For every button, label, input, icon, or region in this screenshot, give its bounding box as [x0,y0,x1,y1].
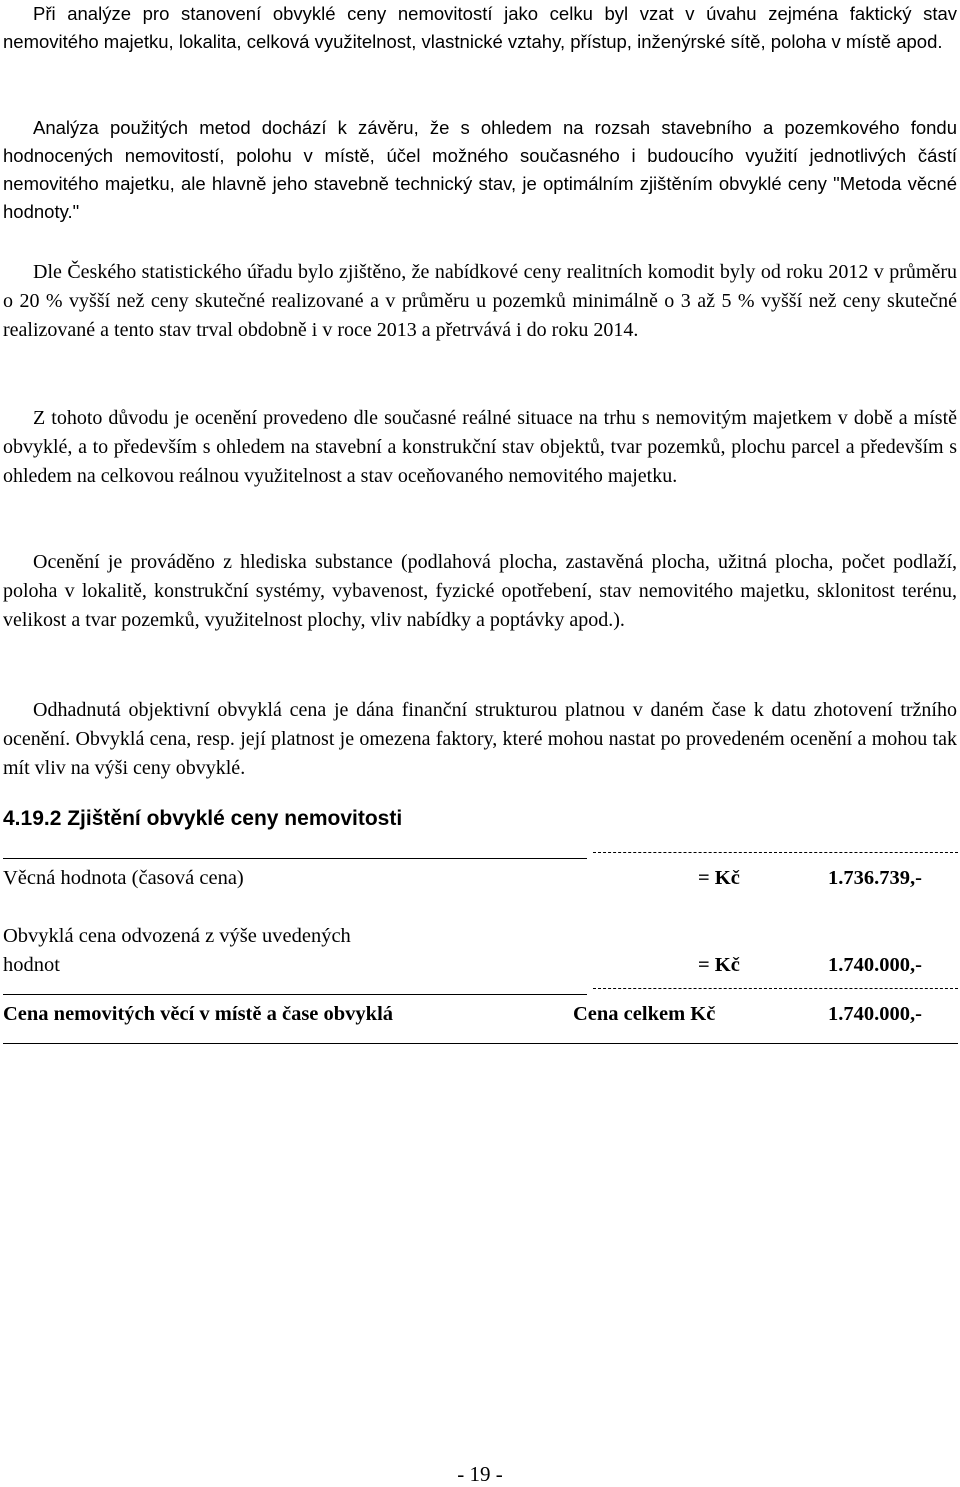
paragraph-substance-criteria: Ocenění je prováděno z hlediska substance (podlahová plocha, zastavěná plocha, užitná plocha, počet podlaží, poloha v lokalitě, konstrukční systémy, vybavenost, fyzické opotřebení, stav nemovitého majetku, sklonitost terénu, velikost a tvar pozemků, využitelnost plochy, vliv nabídky a poptávky apod.). [3,551,957,631]
section-heading: 4.19.2 Zjištění obvyklé ceny nemovitosti [3,807,403,830]
total-currency: Cena celkem Kč [573,1003,716,1025]
rule-divider-middle [3,994,587,995]
total-value: 1.740.000,- [828,1003,922,1025]
row-obvykla-cena-value: 1.740.000,- [828,954,922,976]
row-vecna-hodnota-currency: = Kč [698,867,740,889]
rule-divider-top [3,858,587,859]
paragraph-statistics-office: Dle Českého statistického úřadu bylo zjištěno, že nabídkové ceny realitních komodit byly od roku 2012 v průměru o 20 % vyšší než ceny skutečné realizované a v průměru u pozemků minimálně o 3 až 5 % vyšší než ceny skutečné realizované a tento stav trval obdobně i v roce 2013 a přetrvává i do roku 2014. [3,261,957,341]
dashed-divider-middle [593,988,958,989]
dashed-divider-top [593,852,958,853]
paragraph-analysis-basis: Při analýze pro stanovení obvyklé ceny nemovitostí jako celku byl vzat v úvahu zejména faktický stav nemovitého majetku, lokalita, celková využitelnost, vlastnické vztahy, přístup, inženýrské sítě, poloha v místě apod. [3,3,957,52]
row-vecna-hodnota-value: 1.736.739,- [828,867,922,889]
page-number: - 19 - [457,1462,503,1486]
paragraph-method-conclusion: Analýza použitých metod dochází k závěru, že s ohledem na rozsah stavebního a pozemkového fondu hodnocených nemovitostí, polohu v místě, účel možného současného i budoucího využití jednotlivých částí nemovitého majetku, ale hlavně jeho stavebně technický stav, je optimálním zjištěním obvyklé ceny "Metoda věcné hodnoty." [3,117,957,222]
row-obvykla-cena-label-line2: hodnot [3,954,60,976]
row-obvykla-cena-label-line1: Obvyklá cena odvozená z výše uvedených [3,925,351,947]
paragraph-valuation-reason: Z tohoto důvodu je ocenění provedeno dle současné reálné situace na trhu s nemovitým majetkem v době a místě obvyklé, a to především s ohledem na stavební a konstrukční stav objektů, tvar pozemků, plochu parcel a především s ohledem na celkovou reálnou využitelnost a stav oceňovaného nemovitého majetku. [3,407,957,487]
total-label: Cena nemovitých věcí v místě a čase obvyklá [3,1003,394,1025]
row-obvykla-cena-currency: = Kč [698,954,740,976]
paragraph-price-validity: Odhadnutá objektivní obvyklá cena je dána finanční strukturou platnou v daném čase k datu zhotovení tržního ocenění. Obvyklá cena, resp. její platnost je omezena faktory, které mohou nastat po provedeném ocenění a mohou tak mít vliv na výši ceny obvyklé. [3,699,957,779]
row-vecna-hodnota-label: Věcná hodnota (časová cena) [3,867,244,889]
rule-divider-bottom [3,1043,958,1044]
